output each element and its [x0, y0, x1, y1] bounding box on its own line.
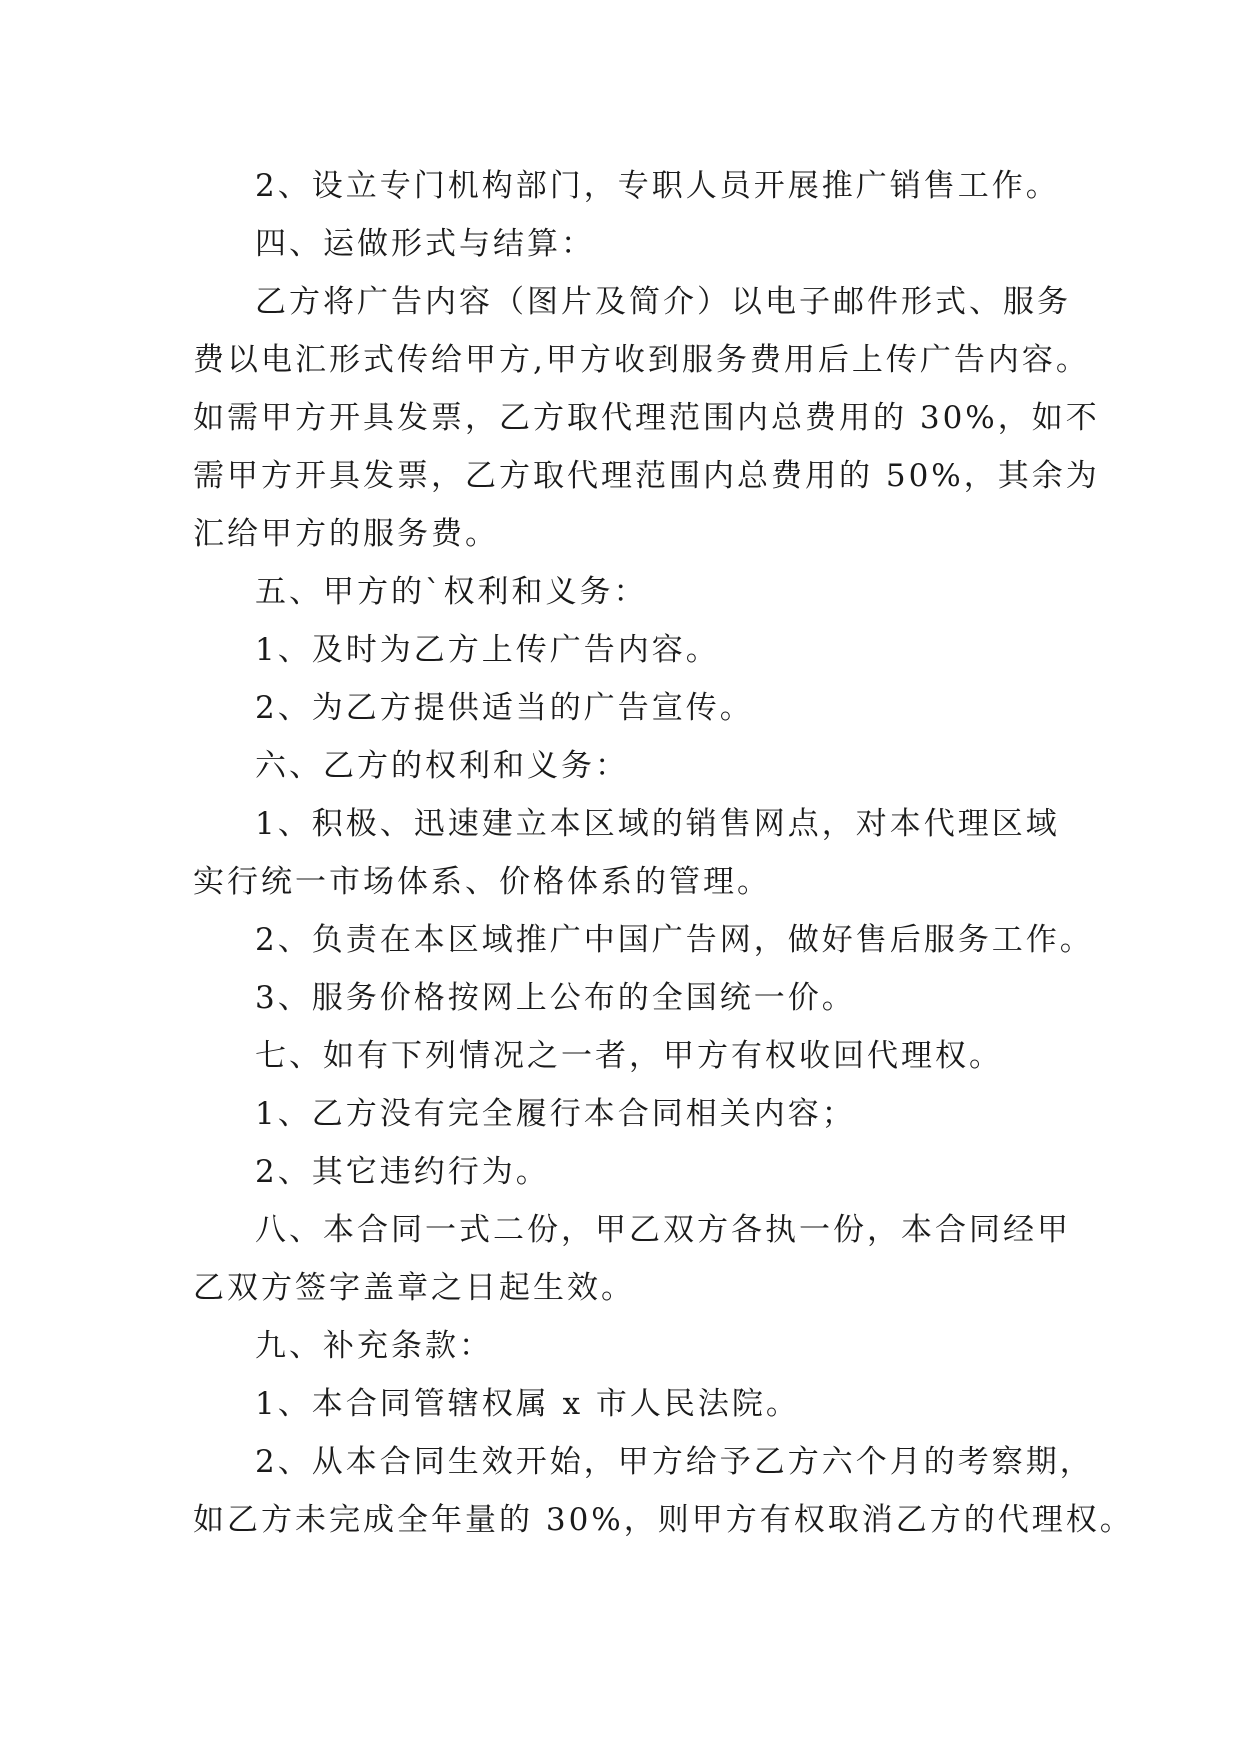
section-heading: 四、运做形式与结算： [255, 226, 595, 262]
paragraph-line: 乙方将广告内容（图片及简介）以电子邮件形式、服务 [255, 284, 1071, 320]
list-item: 1、本合同管辖权属 x 市人民法院。 [255, 1386, 800, 1422]
section-heading: 八、本合同一式二份，甲乙双方各执一份，本合同经甲 [255, 1212, 1071, 1248]
list-item: 2、从本合同生效开始，甲方给予乙方六个月的考察期， [255, 1444, 1094, 1480]
list-item: 2、为乙方提供适当的广告宣传。 [255, 690, 754, 726]
section-heading: 六、乙方的权利和义务： [255, 748, 629, 784]
paragraph-line: 费以电汇形式传给甲方,甲方收到服务费用后上传广告内容。 [193, 342, 1090, 378]
paragraph-line: 乙双方签字盖章之日起生效。 [193, 1270, 635, 1306]
list-item: 2、其它违约行为。 [255, 1154, 550, 1190]
list-item: 2、负责在本区域推广中国广告网，做好售后服务工作。 [255, 922, 1094, 958]
list-item: 1、乙方没有完全履行本合同相关内容； [255, 1096, 856, 1132]
list-item: 1、及时为乙方上传广告内容。 [255, 632, 720, 668]
document-body [193, 157, 1134, 1549]
paragraph-line: 如需甲方开具发票，乙方取代理范围内总费用的 30%，如不 [193, 400, 1100, 436]
paragraph-line: 实行统一市场体系、价格体系的管理。 [193, 864, 771, 900]
paragraph-line: 需甲方开具发票，乙方取代理范围内总费用的 50%，其余为 [193, 458, 1100, 494]
paragraph-line: 汇给甲方的服务费。 [193, 516, 499, 552]
list-item: 3、服务价格按网上公布的全国统一价。 [255, 980, 856, 1016]
paragraph-line: 2、设立专门机构部门，专职人员开展推广销售工作。 [255, 168, 1060, 204]
section-heading: 五、甲方的`权利和义务： [255, 574, 648, 610]
section-heading: 九、补充条款： [255, 1328, 493, 1364]
paragraph-line: 如乙方未完成全年量的 30%，则甲方有权取消乙方的代理权。 [193, 1502, 1134, 1538]
list-item: 1、积极、迅速建立本区域的销售网点，对本代理区域 [255, 806, 1060, 842]
section-heading: 七、如有下列情况之一者，甲方有权收回代理权。 [255, 1038, 1003, 1074]
